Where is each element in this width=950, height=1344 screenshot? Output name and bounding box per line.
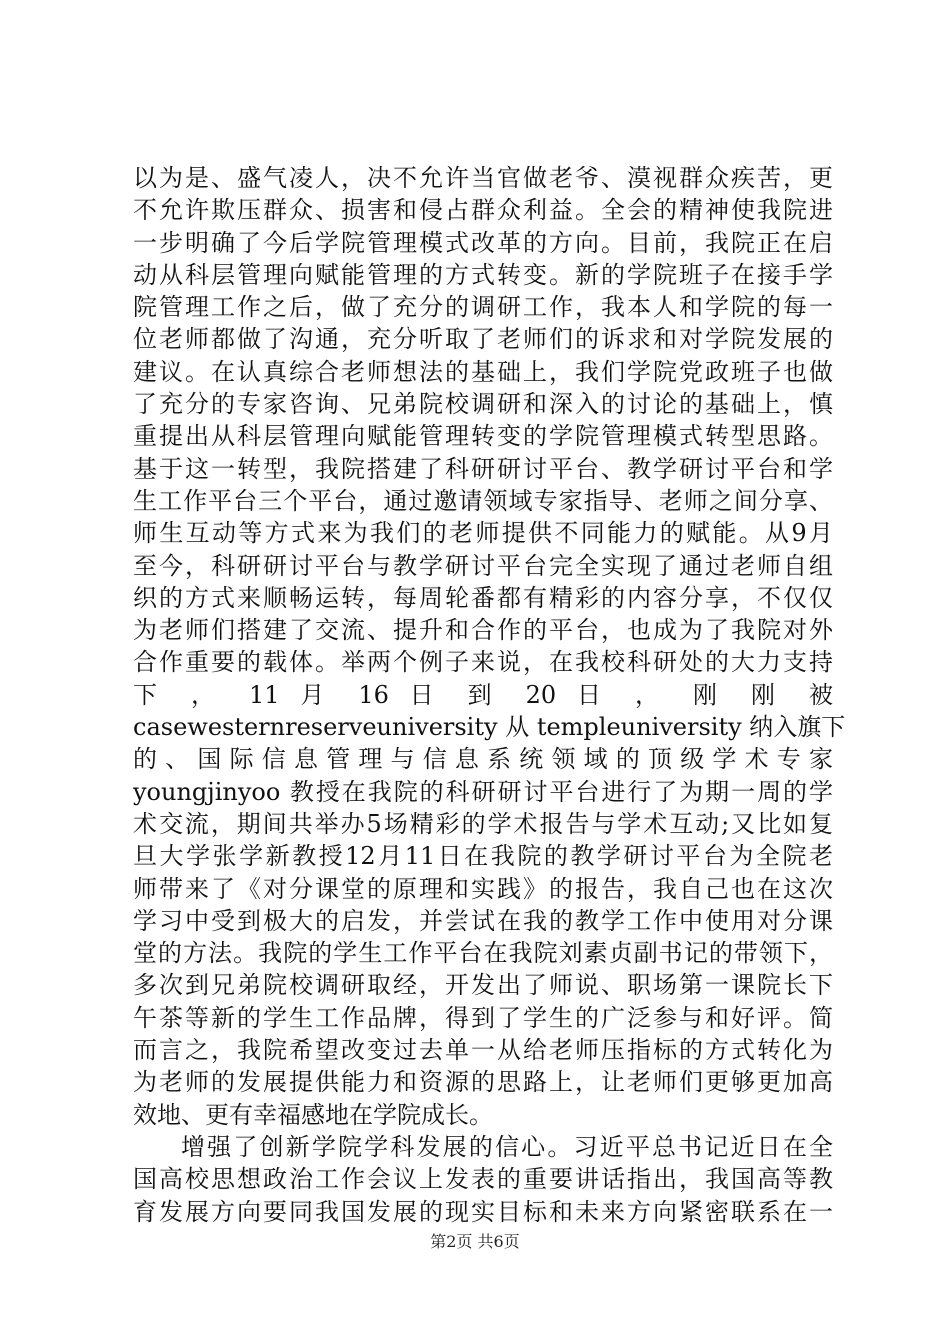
text-line: 院管理工作之后，做了充分的调研工作，我本人和学院的每一 [133, 293, 833, 322]
text-line: 为老师们搭建了交流、提升和合作的平台，也成为了我院对外 [133, 616, 833, 645]
text-line: 动从科层管理向赋能管理的方式转变。新的学院班子在接手学 [133, 260, 833, 289]
text-line: 术交流，期间共举办5场精彩的学术报告与学术互动;又比如复 [133, 809, 833, 838]
text-line: 基于这一转型，我院搭建了科研研讨平台、教学研讨平台和学 [133, 454, 833, 483]
text-line: 旦大学张学新教授12月11日在我院的教学研讨平台为全院老 [133, 842, 833, 871]
text-line: 而言之，我院希望改变过去单一从给老师压指标的方式转化为 [133, 1036, 833, 1065]
text-line: 国高校思想政治工作会议上发表的重要讲话指出，我国高等教 [133, 1165, 833, 1194]
text-line: 一步明确了今后学院管理模式改革的方向。目前，我院正在启 [133, 228, 833, 257]
text-line: 重提出从科层管理向赋能管理转变的学院管理模式转型思路。 [133, 422, 833, 451]
document-body [133, 162, 846, 1228]
text-line: 不允许欺压群众、损害和侵占群众利益。全会的精神使我院进 [133, 196, 833, 225]
text-line: 建议。在认真综合老师想法的基础上，我们学院党政班子也做 [133, 357, 833, 386]
text-line: 效地、更有幸福感地在学院成长。 [133, 1100, 493, 1129]
text-line: 学习中受到极大的启发，并尝试在我的教学工作中使用对分课 [133, 906, 833, 935]
text-line: 生工作平台三个平台，通过邀请领域专家指导、老师之间分享、 [133, 486, 833, 515]
text-line: 下 ， 11 月 16 日 到 20 日 ， 刚 刚 被 [133, 680, 833, 709]
text-line: 育发展方向要同我国发展的现实目标和未来方向紧密联系在一 [133, 1197, 833, 1226]
text-line: 合作重要的载体。举两个例子来说，在我校科研处的大力支持 [133, 648, 833, 677]
text-line: 堂的方法。我院的学生工作平台在我院刘素贞副书记的带领下， [133, 939, 833, 968]
page-number-footer: 第2页 共6页 [430, 1232, 520, 1251]
text-line: 师带来了《对分课堂的原理和实践》的报告，我自己也在这次 [133, 874, 833, 903]
text-line: casewesternreserveuniversity 从 templeuniversity 纳入旗下 [133, 713, 846, 742]
text-line: 多次到兄弟院校调研取经，开发出了师说、职场第一课院长下 [133, 971, 833, 1000]
text-line: 师生互动等方式来为我们的老师提供不同能力的赋能。从9月 [133, 519, 833, 548]
text-line: 以为是、盛气凌人，决不允许当官做老爷、漠视群众疾苦，更 [133, 164, 833, 192]
paragraph-first-line: 增强了创新学院学科发展的信心。习近平总书记近日在全 [181, 1132, 833, 1161]
text-line: 至今，科研研讨平台与教学研讨平台完全实现了通过老师自组 [133, 551, 833, 580]
text-line: 织的方式来顺畅运转，每周轮番都有精彩的内容分享，不仅仅 [133, 583, 833, 612]
text-line: 午茶等新的学生工作品牌，得到了学生的广泛参与和好评。简 [133, 1003, 833, 1032]
text-line: 了充分的专家咨询、兄弟院校调研和深入的讨论的基础上，慎 [133, 390, 833, 419]
text-line: 位老师都做了沟通，充分听取了老师们的诉求和对学院发展的 [133, 325, 833, 354]
text-line: youngjinyoo 教授在我院的科研研讨平台进行了为期一周的学 [133, 777, 833, 806]
text-line: 的 、 国 际 信 息 管 理 与 信 息 系 统 领 域 的 顶 级 学 术 专 家 [133, 745, 833, 774]
text-line: 为老师的发展提供能力和资源的思路上，让老师们更够更加高 [133, 1068, 833, 1097]
